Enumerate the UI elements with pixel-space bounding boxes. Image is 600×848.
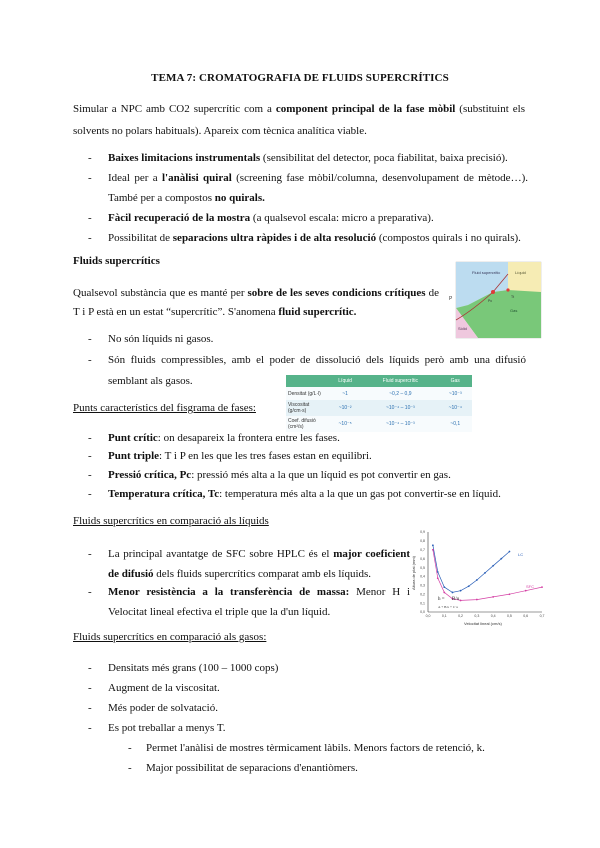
table-header-cell: Líquid	[328, 375, 362, 387]
advantage-bold-1: Baixes limitacions instrumentals	[108, 152, 261, 164]
advantage-bold-2: l'anàlisi quiral	[162, 172, 232, 184]
bullet-dash: -	[88, 232, 92, 244]
phase-region-liquid-top	[508, 262, 541, 292]
properties-table-header	[286, 375, 472, 387]
chart-y-tick-label: 0,5	[420, 565, 425, 570]
bullet-dash: -	[128, 762, 132, 774]
bullet-dash: -	[88, 469, 92, 481]
chart-point-lc	[432, 544, 434, 546]
phase-axis-p: P	[449, 296, 453, 302]
advantage-bold-4: separacions ultra ràpides i de alta resolució	[172, 232, 377, 244]
chart-point-sfc	[437, 577, 439, 579]
bullet-dash: -	[88, 722, 92, 734]
bullet-dash: -	[88, 488, 92, 500]
chart-point-lc	[500, 558, 502, 560]
chart-point-sfc	[443, 592, 445, 594]
chart-y-tick-label: 0,2	[420, 592, 425, 597]
fluids-text-mid: de T i P està en un estat “supercrític”. S'anomena	[73, 287, 439, 318]
van-deemter-chart	[408, 526, 548, 630]
table-header-cell: Gas	[438, 375, 472, 387]
points-desc-4: : temperatura més alta a la que un gas pot convertir-se en líquid.	[219, 488, 501, 500]
bullet-dash: -	[88, 172, 92, 184]
table-cell: ~10⁻⁴ – 10⁻³	[362, 416, 438, 432]
table-cell: Viscositat (g/cm·s)	[286, 400, 328, 416]
chart-x-tick-label: 0,6	[523, 614, 529, 618]
advantage-pre-2: Ideal per a	[108, 172, 162, 184]
table-cell: ~10⁻⁴ – 10⁻³	[362, 400, 438, 416]
fluids-bullet-text-2: Són fluids compressibles, amb el poder de dissolució dels líquids però amb una difusió semblant als gasos.	[108, 354, 526, 387]
advantage-text-2	[108, 168, 528, 208]
bullet-dash: -	[88, 152, 92, 164]
phase-label-triple: Tt	[511, 295, 515, 299]
table-cell: Coef. difusió (cm²/s)	[286, 416, 328, 432]
gases-text-3: Més poder de solvatació.	[108, 702, 218, 714]
chart-point-sfc	[541, 586, 543, 588]
gases-subtext-1: Permet l'anàlisi de mostres tèrmicament làbils. Menors factors de retenció, k.	[146, 742, 485, 754]
liquids-pre-1: La principal avantatge de SFC sobre HPLC és el	[108, 548, 334, 560]
page-title: TEMA 7: CROMATOGRAFIA DE FLUIDS SUPERCRÍTICS	[151, 72, 449, 84]
chart-x-tick-label: 0,3	[474, 614, 480, 618]
gases-subtext-2: Major possibilitat de separacions d'enantiòmers.	[146, 762, 358, 774]
chart-point-sfc	[476, 599, 478, 601]
points-text-4	[108, 484, 528, 504]
phase-label-gas: Gas	[510, 308, 518, 313]
bullet-dash: -	[128, 742, 132, 754]
bullet-dash: -	[88, 450, 92, 462]
chart-point-lc	[509, 551, 511, 553]
chart-series-label-sfc: SFC	[526, 584, 534, 589]
points-bold-2: Punt triple	[108, 450, 160, 462]
intro-text-end: (substituint els solvents no polars habituals). Apareix com tècnica analítica viable.	[73, 103, 525, 137]
section-heading-fluids: Fluids supercrítics	[73, 255, 160, 267]
bullet-dash: -	[88, 702, 92, 714]
chart-point-sfc	[509, 593, 511, 595]
gases-text-2: Augment de la viscositat.	[108, 682, 220, 694]
chart-x-tick-label: 0,4	[490, 614, 496, 618]
points-text-2	[108, 446, 528, 466]
fluids-paragraph	[73, 284, 439, 322]
chart-point-sfc	[492, 596, 494, 598]
chart-formula: A + B/u + C·u	[438, 605, 459, 609]
liquids-bold-2: Menor resistència a la transferència de massa:	[108, 586, 350, 598]
bullet-dash: -	[88, 682, 92, 694]
chart-y-tick-label: 0,7	[420, 547, 425, 552]
intro-paragraph	[73, 98, 525, 142]
table-cell: ~0,1	[438, 416, 472, 432]
table-cell: ~10⁻²	[328, 400, 362, 416]
chart-point-lc	[443, 586, 445, 588]
phase-diagram	[448, 260, 543, 340]
points-text-1	[108, 428, 528, 448]
phase-label-scf: Fluid supercrític	[472, 270, 501, 275]
chart-point-lc	[460, 590, 462, 592]
chart-point-sfc	[432, 549, 434, 551]
chart-point-sfc	[525, 590, 527, 592]
chart-x-ticks	[426, 614, 545, 618]
bullet-dash: -	[88, 212, 92, 224]
bullet-dash: -	[88, 432, 92, 444]
chart-y-tick-label: 0,9	[420, 530, 425, 535]
liquids-text-1	[108, 544, 410, 584]
fluids-bold: sobre de les seves condicions crítiques	[247, 287, 426, 299]
table-header-cell	[286, 375, 328, 387]
fluids-text: Qualsevol substància que es manté per	[73, 287, 248, 299]
chart-x-tick-label: 0,7	[539, 614, 545, 618]
chart-y-tick-label: 0,3	[420, 583, 425, 588]
points-bold-3: Pressió crítica, Pc	[108, 469, 192, 481]
points-bold-1: Punt crític	[108, 432, 158, 444]
intro-bold: component principal de la fase mòbil	[275, 103, 456, 115]
bullet-dash: -	[88, 548, 92, 560]
points-desc-2: : T i P en les que les tres fases estan en equilibri.	[159, 450, 372, 462]
advantage-desc-2: (screening fase mòbil/columna, desenvolupament de mètode…). També per a compostos	[108, 172, 528, 204]
table-row	[286, 387, 472, 400]
advantage-pre-4: Possibilitat de	[108, 232, 173, 244]
chart-y-tick-label: 0,0	[420, 610, 425, 615]
triple-point-marker	[506, 288, 509, 291]
table-cell: ~10⁻³	[438, 387, 472, 400]
table-cell: ~10⁻⁴	[438, 400, 472, 416]
chart-point-lc	[476, 579, 478, 581]
chart-y-tick-label: 0,8	[420, 539, 425, 544]
liquids-bold-1: major coeficient de difusió	[108, 548, 410, 580]
chart-point-lc	[484, 572, 486, 574]
chart-series-label-lc: LC	[518, 552, 524, 557]
critical-point-marker	[491, 290, 495, 294]
advantage-bold-3: Fàcil recuperació de la mostra	[108, 212, 251, 224]
advantage-desc-1: (sensibilitat del detector, poca fiabilitat, baixa precisió).	[260, 152, 508, 164]
liquids-desc-1: dels fluids supercrítics comparat amb els líquids.	[153, 568, 372, 580]
table-header-cell: Fluid supercrític	[362, 375, 438, 387]
advantage-text-1	[108, 148, 528, 168]
liquids-desc-2: Menor H i Velocitat lineal efectiva el triple que la d'un líquid.	[108, 586, 411, 618]
table-cell: ~1	[328, 387, 362, 400]
chart-y-ticks	[420, 530, 425, 614]
phase-label-critical: Pc	[488, 299, 493, 303]
chart-point-lc	[492, 565, 494, 567]
chart-y-tick-label: 0,4	[420, 574, 425, 579]
table-cell: ~10⁻⁵	[328, 416, 362, 432]
chart-x-tick-label: 0,0	[425, 614, 431, 618]
liquids-text-2	[108, 582, 410, 622]
bullet-dash: -	[88, 333, 92, 345]
chart-point-lc	[468, 585, 470, 587]
bullet-dash: -	[88, 354, 92, 366]
advantage-text-4	[108, 228, 528, 248]
properties-table-wrapper	[286, 375, 472, 432]
fluids-bold-2: fluid supercrític.	[278, 306, 357, 318]
section-heading-points: Punts característics del fisgrama de fases:	[73, 402, 256, 414]
points-bold-4: Temperatura crítica, Tc	[108, 488, 220, 500]
chart-equation-left: h =	[438, 597, 445, 602]
chart-point-sfc	[460, 600, 462, 602]
chart-series-line-lc	[433, 545, 510, 592]
properties-table	[286, 375, 472, 432]
table-row	[286, 400, 472, 416]
chart-x-tick-label: 0,2	[458, 614, 464, 618]
intro-text: Simular a NPC amb CO2 supercrític com a	[73, 103, 276, 115]
advantage-desc-4: (compostos quirals i no quirals).	[376, 232, 521, 244]
section-heading-gases: Fluids supercrítics en comparació als gasos:	[73, 631, 267, 643]
points-text-3	[108, 465, 528, 485]
chart-x-tick-label: 0,1	[441, 614, 447, 618]
chart-series-group	[432, 544, 543, 601]
bullet-dash: -	[88, 586, 92, 598]
table-cell: Densitat (g/L·l)	[286, 387, 328, 400]
gases-text-1: Densitats més grans (100 – 1000 cops)	[108, 662, 279, 674]
table-cell: ~0,2 – 0,9	[362, 387, 438, 400]
fluids-bullet-text-1: No són líquids ni gasos.	[108, 333, 214, 345]
chart-y-tick-label: 0,6	[420, 556, 425, 561]
points-desc-3: : pressió més alta a la que un líquid es pot convertir en gas.	[191, 469, 451, 481]
chart-x-label: Velocitat lineal (cm/s)	[464, 621, 502, 626]
phase-label-solid: Sòlid	[458, 326, 467, 331]
gases-text-4: Es pot treballar a menys T.	[108, 722, 226, 734]
section-heading-liquids: Fluids supercrítics en comparació als líquids	[73, 515, 269, 527]
advantage-text-3	[108, 208, 528, 228]
chart-y-label: Altura de plat (mm)	[411, 555, 416, 590]
advantage-bold-2b: no quirals.	[214, 192, 265, 204]
phase-label-liquid: Líquid	[515, 270, 526, 275]
chart-y-tick-label: 0,1	[420, 601, 425, 606]
chart-equation-right: B/u	[452, 597, 460, 602]
chart-series-line-sfc	[433, 550, 542, 601]
advantage-desc-3: (a qualsevol escala: micro a preparativa).	[250, 212, 434, 224]
points-desc-1: : on desapareix la frontera entre les fases.	[157, 432, 340, 444]
chart-x-tick-label: 0,5	[506, 614, 512, 618]
bullet-dash: -	[88, 662, 92, 674]
chart-point-lc	[452, 592, 454, 594]
